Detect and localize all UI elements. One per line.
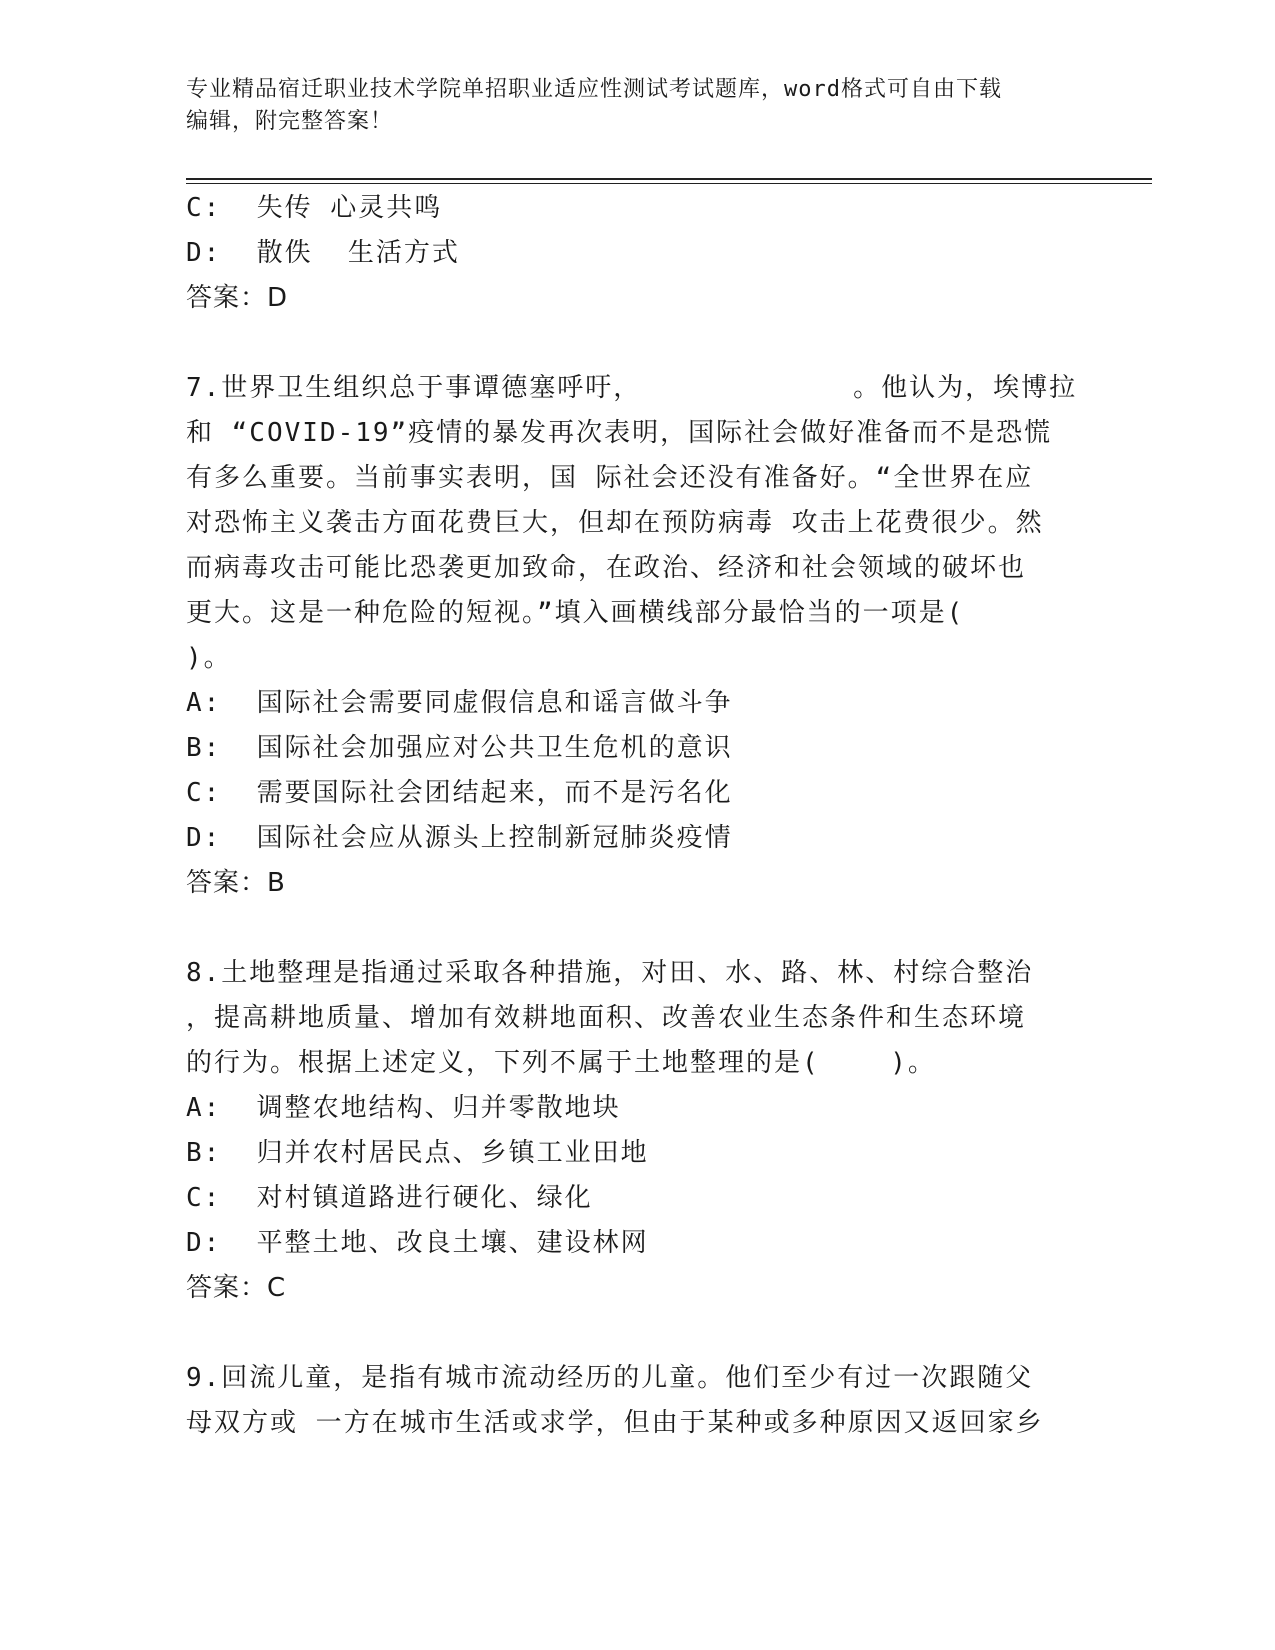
- option-c: C: 失传 心灵共鸣: [186, 193, 443, 223]
- question-text-line: 9.回流儿童，是指有城市流动经历的儿童。他们至少有过一次跟随父: [186, 1363, 1034, 1393]
- header-divider-thick: [186, 178, 1152, 180]
- question-text-line: 更大。这是一种危险的短视。”填入画横线部分最恰当的一项是(: [186, 598, 965, 628]
- question-text-line: )。: [186, 643, 232, 673]
- header-line-1: 专业精品宿迁职业技术学院单招职业适应性测试考试题库，word格式可自由下载: [186, 77, 1002, 102]
- option-b: B: 国际社会加强应对公共卫生危机的意识: [186, 733, 733, 763]
- option-c: C: 对村镇道路进行硬化、绿化: [186, 1183, 593, 1213]
- question-text-line: 有多么重要。当前事实表明，国 际社会还没有准备好。“全世界在应: [186, 463, 1034, 493]
- spacer: [186, 321, 1086, 366]
- option-a: A: 调整农地结构、归并零散地块: [186, 1093, 621, 1123]
- question-7: [186, 366, 1086, 906]
- question-text-line: 的行为。根据上述定义，下列不属于土地整理的是( )。: [186, 1048, 936, 1078]
- question-text-line: 而病毒攻击可能比恐袭更加致命，在政治、经济和社会领域的破坏也: [186, 553, 1027, 583]
- header-line-2: 编辑，附完整答案！: [186, 109, 394, 134]
- option-d: D: 平整土地、改良土壤、建设林网: [186, 1228, 649, 1258]
- question-text-line: 8.土地整理是指通过采取各种措施，对田、水、路、林、村综合整治: [186, 958, 1034, 988]
- question-9: [186, 1356, 1086, 1446]
- spacer: [186, 1311, 1086, 1356]
- answer-label: 答案：B: [186, 868, 286, 898]
- option-a: A: 国际社会需要同虚假信息和谣言做斗争: [186, 688, 733, 718]
- option-b: B: 归并农村居民点、乡镇工业田地: [186, 1138, 649, 1168]
- question-text-line: 母双方或 一方在城市生活或求学，但由于某种或多种原因又返回家乡: [186, 1408, 1044, 1438]
- option-c: C: 需要国际社会团结起来，而不是污名化: [186, 778, 733, 808]
- spacer: [186, 906, 1086, 951]
- question-content: [186, 186, 1086, 1446]
- question-8: [186, 951, 1086, 1311]
- answer-label: 答案：C: [186, 1273, 287, 1303]
- answer-label: 答案：D: [186, 283, 289, 313]
- option-d: D: 散佚 生活方式: [186, 238, 460, 268]
- question-text-line: 对恐怖主义袭击方面花费巨大，但却在预防病毒 攻击上花费很少。然: [186, 508, 1044, 538]
- question-6-tail: [186, 186, 1086, 321]
- option-d: D: 国际社会应从源头上控制新冠肺炎疫情: [186, 823, 733, 853]
- question-text-line: ，提高耕地质量、增加有效耕地面积、改善农业生态条件和生态环境: [186, 1003, 1027, 1033]
- page-header: [186, 74, 1066, 138]
- question-text-line: 7.世界卫生组织总于事谭德塞呼吁， 。他认为，埃博拉: [186, 373, 1078, 403]
- question-text-line: 和 “COVID-19”疫情的暴发再次表明，国际社会做好准备而不是恐慌: [186, 418, 1053, 448]
- header-divider-thin: [186, 183, 1152, 184]
